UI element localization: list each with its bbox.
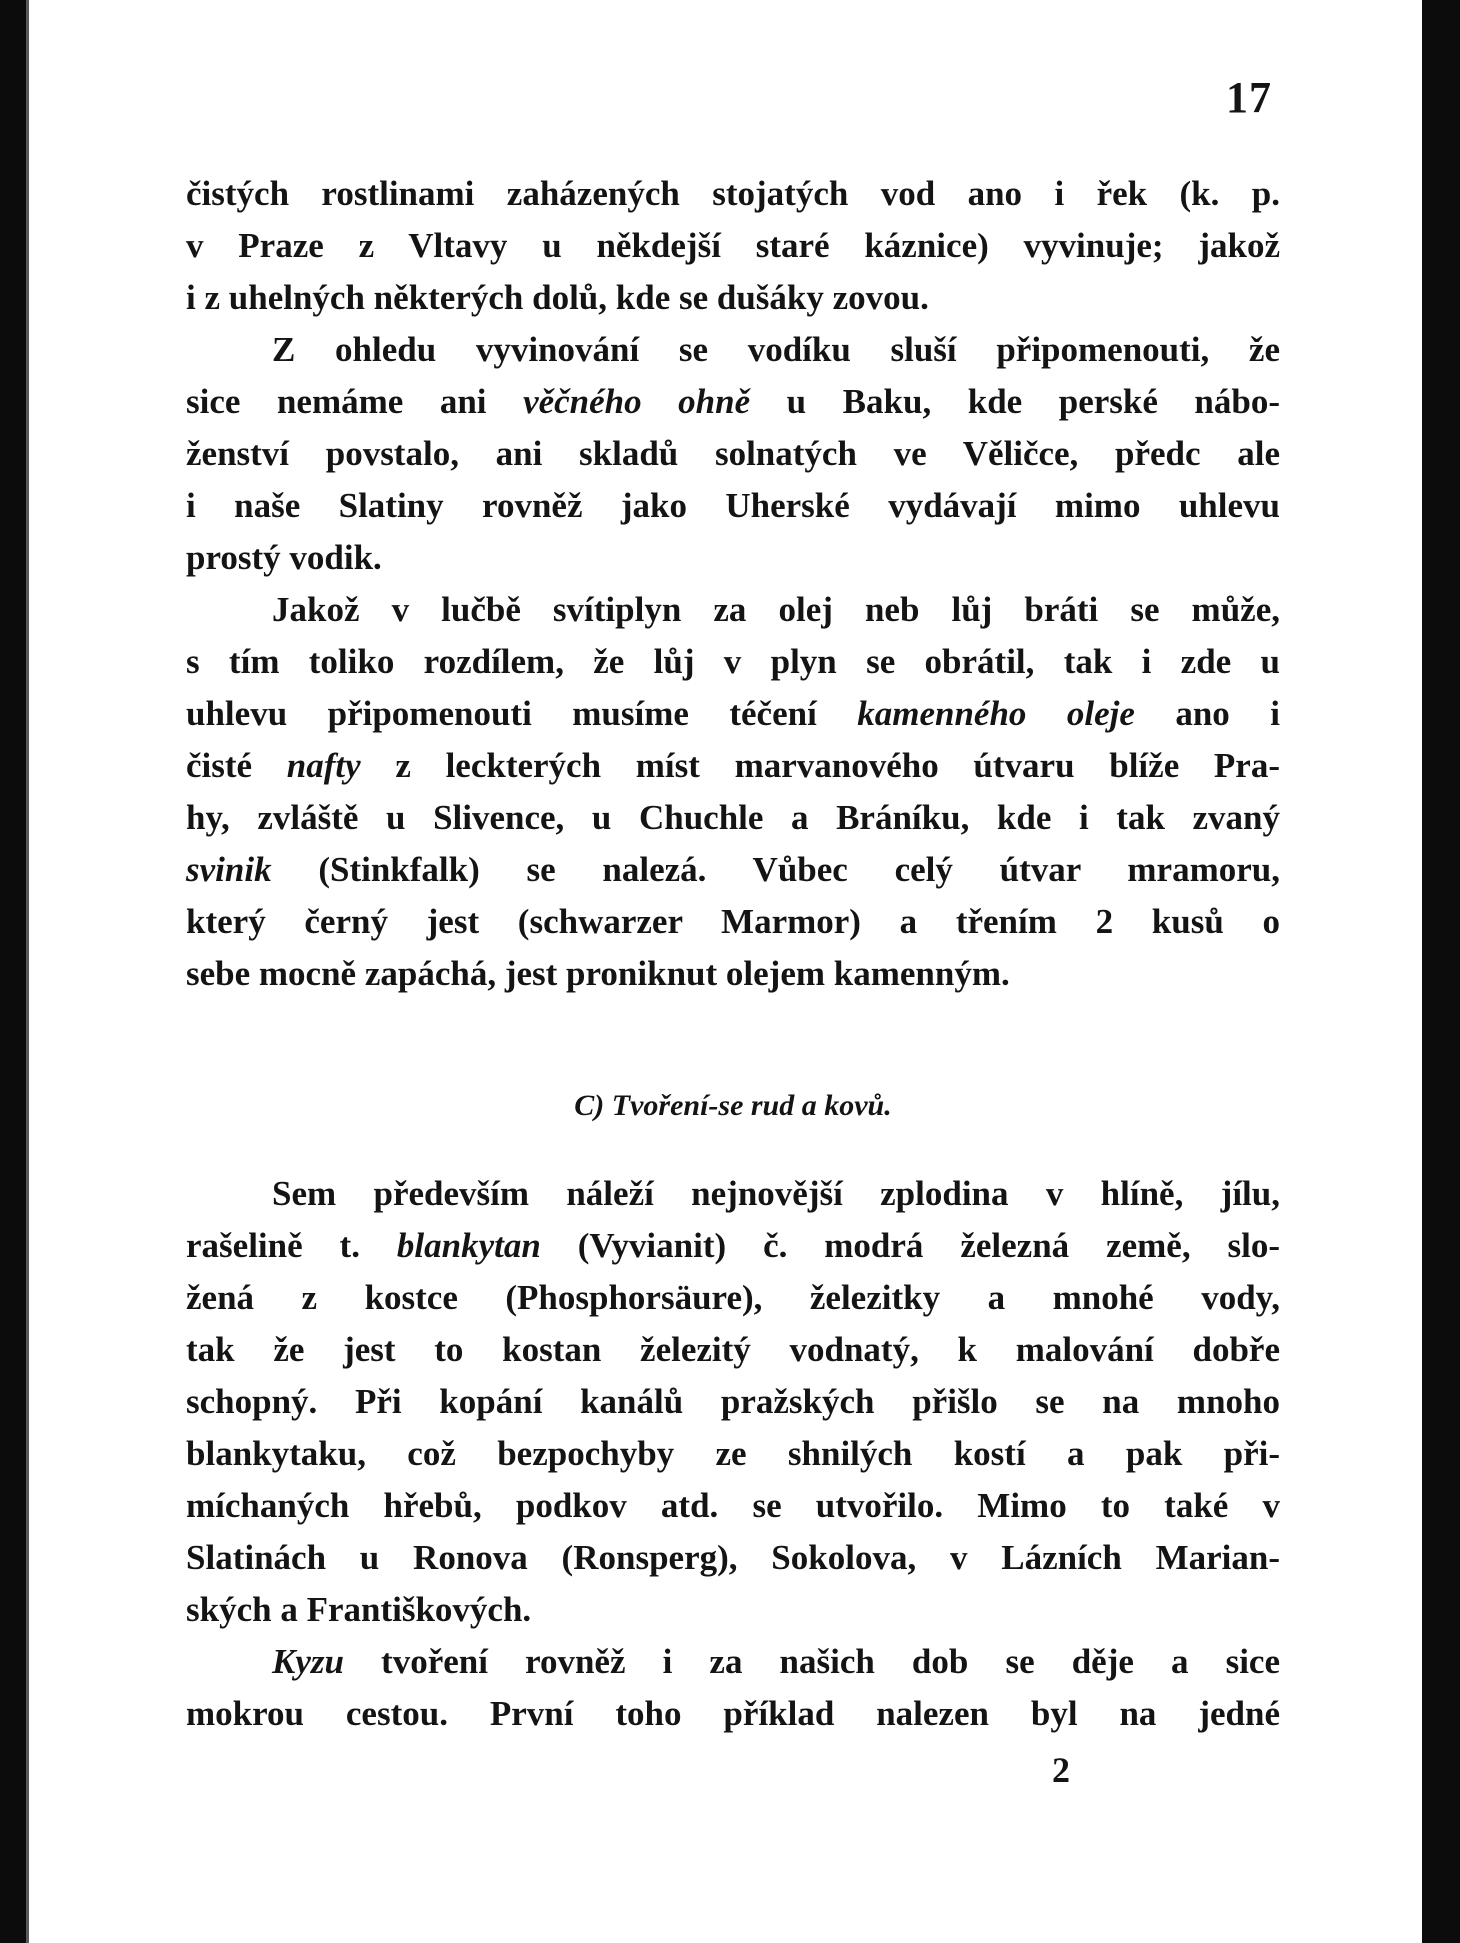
page-body bbox=[186, 168, 1280, 1796]
text-run: tvoření rovněž i za našich dob se děje a sice bbox=[343, 1642, 1280, 1681]
text-line: Z ohledu vyvinování se vodíku sluší připomenouti, že bbox=[272, 330, 1280, 369]
emphasis-text: svinik bbox=[186, 850, 272, 889]
emphasis-text: blankytan bbox=[396, 1226, 541, 1265]
text-line: žená z kostce (Phosphorsäure), železitky a mnohé vody, bbox=[186, 1278, 1280, 1317]
text-line bbox=[186, 376, 1280, 428]
text-line: prostý vodik. bbox=[186, 538, 382, 577]
page-number: 17 bbox=[1226, 73, 1272, 122]
text-line: v Praze z Vltavy u někdejší staré káznice) vyvinuje; jakož bbox=[186, 226, 1280, 265]
text-line: schopný. Při kopání kanálů pražských přišlo se na mnoho bbox=[186, 1382, 1280, 1421]
text-run: z leckterých míst marvanového útvaru blíže Pra- bbox=[360, 746, 1280, 785]
section-gap bbox=[186, 1000, 1280, 1060]
text-run: (Stinkfalk) se nalezá. Vůbec celý útvar mramoru, bbox=[271, 850, 1280, 889]
text-line bbox=[186, 1220, 1280, 1272]
text-line: ženství povstalo, ani skladů solnatých ve Věličce, předc ale bbox=[186, 434, 1280, 473]
paragraph-5 bbox=[186, 1636, 1280, 1740]
text-line: blankytaku, což bezpochyby ze shnilých kostí a pak při- bbox=[186, 1434, 1280, 1473]
text-line: i naše Slatiny rovněž jako Uherské vydávají mimo uhlevu bbox=[186, 486, 1280, 525]
section-heading: C) Tvoření-se rud a kovů. bbox=[574, 1089, 892, 1122]
text-line: míchaných hřebů, podkov atd. se utvořilo. Mimo to také v bbox=[186, 1486, 1280, 1525]
text-line bbox=[186, 688, 1280, 740]
book-page bbox=[186, 0, 1280, 1943]
emphasis-text: věčného ohně bbox=[523, 382, 751, 421]
paragraph-4 bbox=[186, 1168, 1280, 1636]
text-line: Slatinách u Ronova (Ronsperg), Sokolova, v Lázních Marian- bbox=[186, 1538, 1280, 1577]
text-run: čisté bbox=[186, 746, 287, 785]
scan-border-left-line bbox=[26, 0, 29, 1943]
text-run: u Baku, kde perské nábo- bbox=[750, 382, 1281, 421]
text-line: tak že jest to kostan železitý vodnatý, k malování dobře bbox=[186, 1330, 1280, 1369]
text-run: uhlevu připomenouti musíme téčení bbox=[186, 694, 858, 733]
scan-border-left bbox=[0, 0, 26, 1943]
paragraph-1 bbox=[186, 168, 1280, 324]
text-run: ano i bbox=[1134, 694, 1280, 733]
emphasis-text: kamenného oleje bbox=[857, 694, 1135, 733]
text-run: sice nemáme ani bbox=[186, 382, 524, 421]
text-line: mokrou cestou. První toho příklad nalezen byl na jedné bbox=[186, 1694, 1280, 1733]
paragraph-2 bbox=[186, 324, 1280, 584]
text-line: Jakož v lučbě svítiplyn za olej neb lůj bráti se může, bbox=[272, 590, 1280, 629]
scan-border-right bbox=[1422, 0, 1460, 1943]
text-run: rašelině t. bbox=[186, 1226, 397, 1265]
text-line: ských a Františkových. bbox=[186, 1590, 532, 1629]
text-line bbox=[186, 844, 1280, 896]
text-line: Sem především náleží nejnovější zplodina v hlíně, jílu, bbox=[272, 1174, 1280, 1213]
emphasis-text: Kyzu bbox=[272, 1642, 344, 1681]
text-line: hy, zvláště u Slivence, u Chuchle a Bráníku, kde i tak zvaný bbox=[186, 798, 1280, 837]
text-line: s tím toliko rozdílem, že lůj v plyn se obrátil, tak i zde u bbox=[186, 642, 1280, 681]
text-line: který černý jest (schwarzer Marmor) a třením 2 kusů o bbox=[186, 902, 1280, 941]
text-line: čistých rostlinami zaházených stojatých vod ano i řek (k. p. bbox=[186, 174, 1280, 213]
text-line: sebe mocně zapáchá, jest proniknut olejem kamenným. bbox=[186, 954, 1010, 993]
text-run: (Vyvianit) č. modrá železná země, slo- bbox=[540, 1226, 1280, 1265]
text-line bbox=[186, 740, 1280, 792]
text-line bbox=[186, 1636, 1280, 1688]
paragraph-3 bbox=[186, 584, 1280, 1000]
text-line: i z uhelných některých dolů, kde se dušáky zovou. bbox=[186, 278, 929, 317]
emphasis-text: nafty bbox=[286, 746, 361, 785]
signature-mark: 2 bbox=[1052, 1750, 1070, 1790]
